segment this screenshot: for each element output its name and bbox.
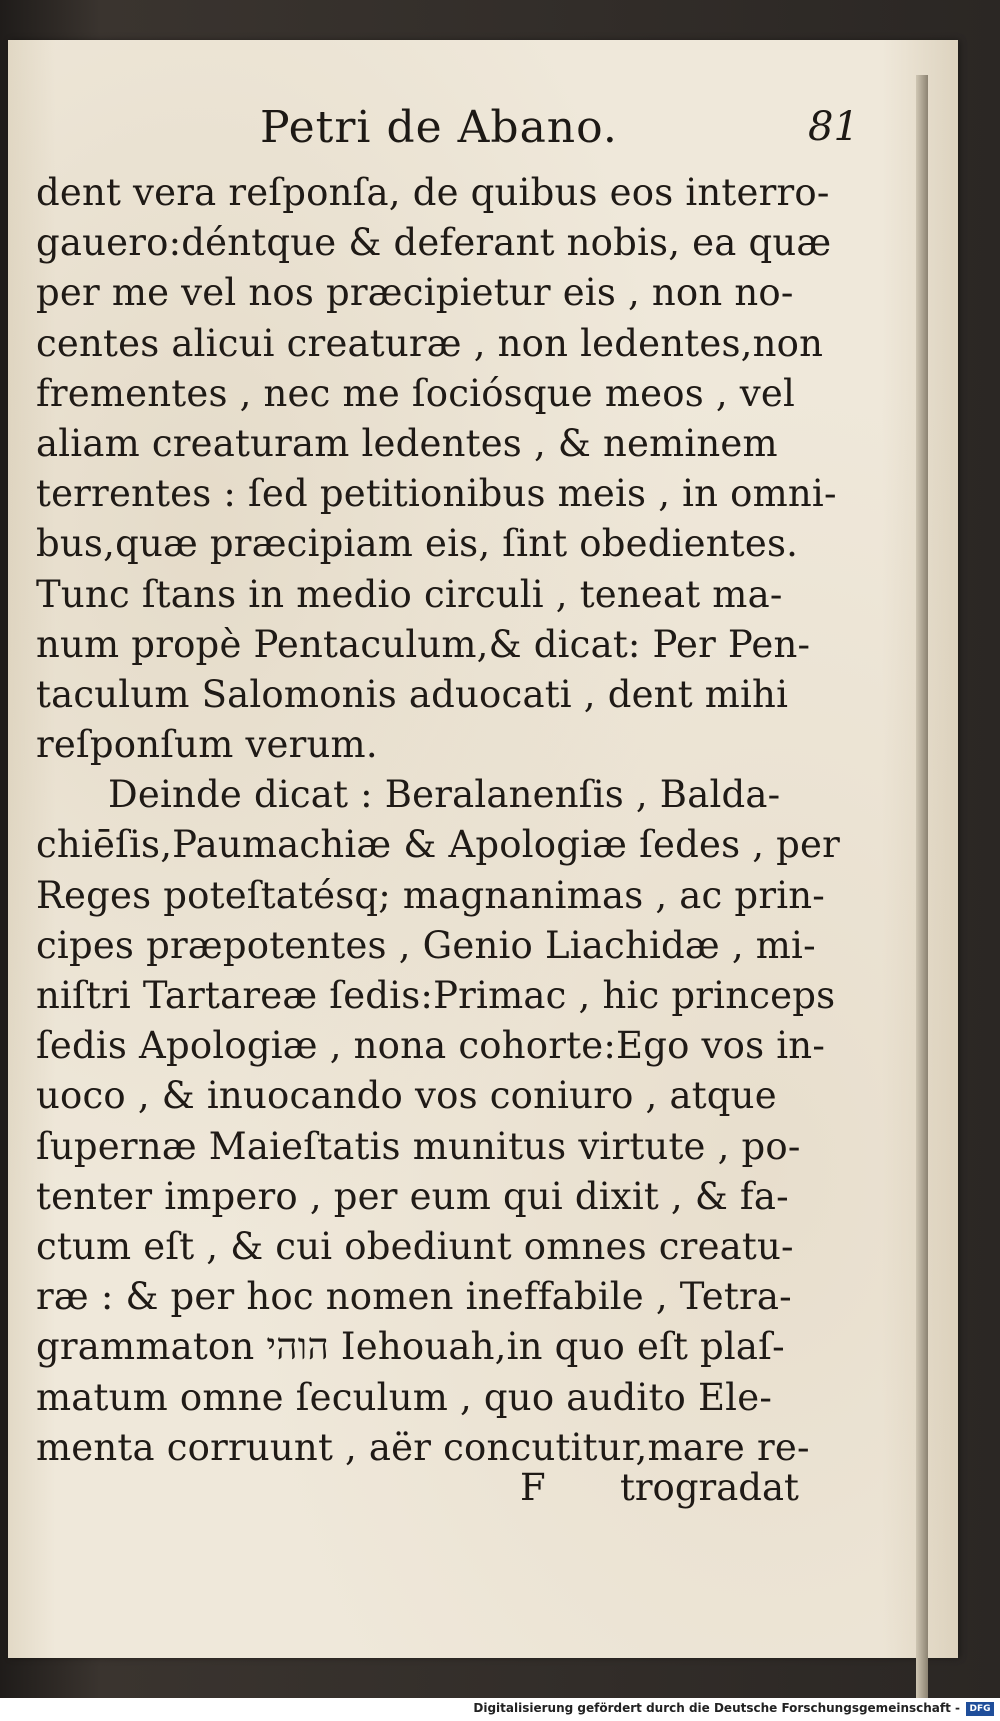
page-edge <box>916 75 928 1700</box>
dfg-logo-icon[interactable]: DFG <box>966 1702 994 1716</box>
credit-text: Digitalisierung gefördert durch die Deutsche Forschungsgemeinschaft - <box>473 1701 960 1715</box>
book-page <box>8 40 958 1658</box>
catchword: trogradat <box>620 1466 799 1509</box>
text-line: uoco , & inuocando vos coniuro , atque <box>36 1074 777 1118</box>
text-line: bus,quæ præcipiam eis, ſint obedientes. <box>36 522 799 566</box>
body-text <box>36 168 841 1473</box>
text-line: ſupernæ Maieſtatis munitus virtute , po- <box>36 1124 801 1168</box>
text-line: reſponſum verum. <box>36 723 378 767</box>
text-line: Tunc ſtans in medio circuli , teneat ma- <box>36 572 783 616</box>
text-line: tenter impero , per eum qui dixit , & fa- <box>36 1174 789 1218</box>
text-line: frementes , nec me ſociósque meos , vel <box>36 371 796 415</box>
text-line: menta corruunt , aër concutitur,mare re- <box>36 1425 810 1469</box>
text-line: chiēſis,Paumachiæ & Apologiæ ſedes , per <box>36 823 841 867</box>
text-line: ctum eſt , & cui obediunt omnes creatu- <box>36 1224 794 1268</box>
text-line: dent vera reſponſa, de quibus eos interro- <box>36 171 830 214</box>
text-line: niſtri Tartareæ ſedis:Primac , hic princeps <box>36 974 836 1017</box>
credit-bar <box>0 1698 1000 1721</box>
text-line: ræ : & per hoc nomen ineffabile , Tetra- <box>36 1275 792 1319</box>
text-line: terrentes : ſed petitionibus meis , in omni- <box>36 472 837 516</box>
running-title: Petri de Abano. <box>260 102 618 153</box>
catch-line <box>8 1466 958 1516</box>
paragraph-start-line: Deinde dicat : Beralanenſis , Balda- <box>108 773 781 817</box>
text-line: num propè Pentaculum,& dicat: Per Pen- <box>36 622 811 666</box>
text-line: cipes præpotentes , Genio Liachidæ , mi- <box>36 923 816 967</box>
running-head <box>8 102 958 162</box>
text-line: matum omne ſeculum , quo audito Ele- <box>36 1375 773 1419</box>
text-line: gauero:déntque & deferant nobis, ea quæ <box>36 221 832 265</box>
text-line: per me vel nos præcipietur eis , non no- <box>36 271 794 315</box>
signature-mark: F <box>520 1466 546 1509</box>
text-line: Reges poteſtatésq; magnanimas , ac prin- <box>36 873 825 917</box>
text-line: aliam creaturam ledentes , & neminem <box>36 421 778 465</box>
page-number: 81 <box>808 104 859 150</box>
text-line: centes alicui creaturæ , non ledentes,non <box>36 321 824 365</box>
text-line: grammaton הוהי Iehouah,in quo eſt plaſ- <box>36 1325 785 1369</box>
text-line: ſedis Apologiæ , nona cohorte:Ego vos in- <box>36 1024 826 1068</box>
text-line: taculum Salomonis aduocati , dent mihi <box>36 672 789 716</box>
